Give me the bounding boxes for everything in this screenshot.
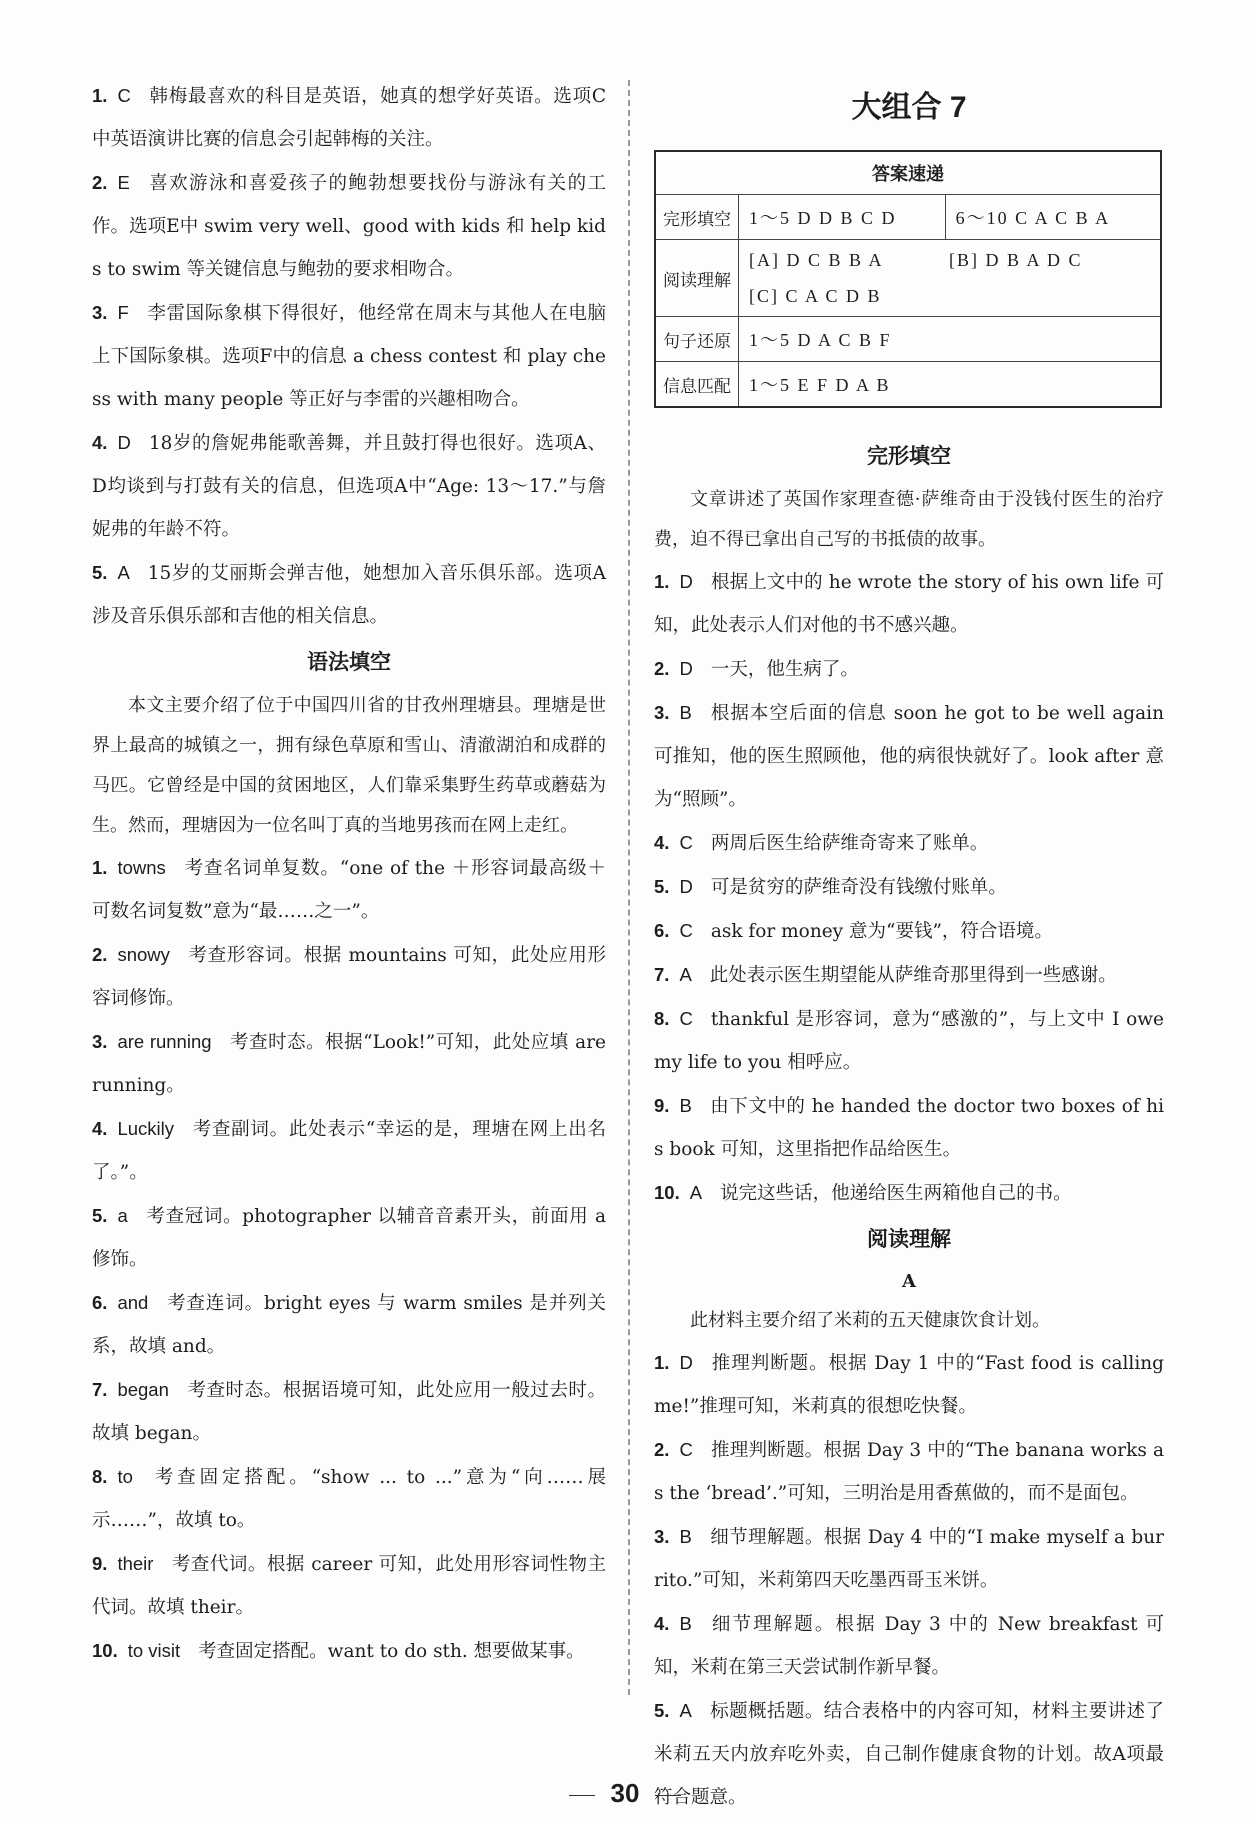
answer-item: 6. and 考查连词。bright eyes 与 warm smiles 是并列关系，故填 and。 bbox=[92, 1292, 606, 1357]
row-label: 信息匹配 bbox=[655, 362, 739, 408]
answer-item: 4. Luckily 考查副词。此处表示“幸运的是，理塘在网上出名了。”。 bbox=[92, 1118, 606, 1183]
row-label: 完形填空 bbox=[655, 195, 739, 240]
cloze-intro: 文章讲述了英国作家理查德·萨维奇由于没钱付医生的治疗费，迫不得已拿出自己写的书抵债的故事。 bbox=[654, 489, 1164, 550]
reading-a-key: [A] D C B B A bbox=[749, 250, 884, 270]
reading-part-label: A bbox=[902, 1271, 916, 1292]
matching-answers bbox=[92, 74, 606, 638]
row-value: 1～5 D D B C D bbox=[739, 195, 946, 240]
reading-intro: 此材料主要介绍了米莉的五天健康饮食计划。 bbox=[690, 1310, 1050, 1331]
grammar-intro: 本文主要介绍了位于中国四川省的甘孜州理塘县。理塘是世界上最高的城镇之一，拥有绿色草原和雪山、清澈湖泊和成群的马匹。它曾经是中国的贫困地区，人们靠采集野生药草或蘑菇为生。然而，理塘因为一位名叫丁真的当地男孩而在网上走红。 bbox=[92, 695, 606, 836]
answer-item: 3. B 细节理解题。根据 Day 4 中的“I make myself a burrito.”可知，米莉第四天吃墨西哥玉米饼。 bbox=[654, 1526, 1164, 1591]
section-title-grammar: 语法填空 bbox=[307, 651, 391, 674]
answer-item: 5. A 标题概括题。结合表格中的内容可知，材料主要讲述了米莉五天内放弃吃外卖，自己制作健康食物的计划。故A项最符合题意。 bbox=[654, 1700, 1164, 1808]
table-row bbox=[655, 240, 1161, 317]
row-value: 6～10 C A C B A bbox=[945, 195, 1161, 240]
table-header: 答案速递 bbox=[655, 151, 1161, 195]
answer-item: 2. D 一天，他生病了。 bbox=[654, 658, 859, 680]
answer-item: 1. D 推理判断题。根据 Day 1 中的“Fast food is calling me!”推理可知，米莉真的很想吃快餐。 bbox=[654, 1352, 1164, 1417]
answer-item: 2. snowy 考查形容词。根据 mountains 可知，此处应用形容词修饰。 bbox=[92, 944, 606, 1009]
answer-item: 3. F 李雷国际象棋下得很好，他经常在周末与其他人在电脑上下国际象棋。选项F中的信息 a chess contest 和 play chess with many people 等正好与李雷的兴趣相吻合。 bbox=[92, 302, 606, 410]
table-row bbox=[655, 362, 1161, 408]
answer-item: 4. B 细节理解题。根据 Day 3 中的 New breakfast 可知，米莉在第三天尝试制作新早餐。 bbox=[654, 1613, 1164, 1678]
right-column bbox=[654, 432, 1164, 1819]
answer-item: 2. E 喜欢游泳和喜爱孩子的鲍勃想要找份与游泳有关的工作。选项E中 swim very well、good with kids 和 help kids to swim 等关键信息与鲍勃的要求相吻合。 bbox=[92, 172, 606, 280]
row-value bbox=[739, 240, 1162, 317]
section-title-cloze: 完形填空 bbox=[867, 445, 951, 468]
answer-item: 4. C 两周后医生给萨维奇寄来了账单。 bbox=[654, 832, 989, 854]
answer-item: 3. are running 考查时态。根据“Look!”可知，此处应填 are running。 bbox=[92, 1031, 607, 1096]
answer-item: 5. D 可是贫穷的萨维奇没有钱缴付账单。 bbox=[654, 876, 1007, 898]
answer-item: 7. A 此处表示医生期望能从萨维奇那里得到一些感谢。 bbox=[654, 964, 1117, 986]
reading-answers bbox=[654, 1341, 1164, 1819]
page-dash-right bbox=[655, 1795, 681, 1796]
row-label: 句子还原 bbox=[655, 317, 739, 362]
answer-summary-table bbox=[654, 150, 1162, 408]
answer-item: 5. a 考查冠词。photographer 以辅音音素开头，前面用 a 修饰。 bbox=[92, 1205, 606, 1270]
answer-item: 1. D 根据上文中的 he wrote the story of his own life 可知，此处表示人们对他的书不感兴趣。 bbox=[654, 571, 1164, 636]
answer-item: 10. A 说完这些话，他递给医生两箱他自己的书。 bbox=[654, 1182, 1072, 1204]
answer-item: 8. to 考查固定搭配。“show ... to ...”意为“向……展示……”，故填 to。 bbox=[92, 1466, 606, 1531]
answer-item: 6. C ask for money 意为“要钱”，符合语境。 bbox=[654, 920, 1053, 942]
answer-item: 7. began 考查时态。根据语境可知，此处应用一般过去时。故填 began。 bbox=[92, 1379, 606, 1444]
answer-item: 1. C 韩梅最喜欢的科目是英语，她真的想学好英语。选项C中英语演讲比赛的信息会引起韩梅的关注。 bbox=[92, 85, 606, 150]
reading-b-key: [B] D B A D C bbox=[949, 250, 1083, 270]
answer-item: 3. B 根据本空后面的信息 soon he got to be well again 可推知，他的医生照顾他，他的病很快就好了。look after 意为“照顾”。 bbox=[654, 702, 1164, 810]
row-value: 1～5 E F D A B bbox=[739, 362, 1162, 408]
answer-item: 5. A 15岁的艾丽斯会弹吉他，她想加入音乐俱乐部。选项A涉及音乐俱乐部和吉他的相关信息。 bbox=[92, 562, 606, 627]
answer-item: 10. to visit 考查固定搭配。want to do sth. 想要做某事。 bbox=[92, 1640, 585, 1662]
row-label: 阅读理解 bbox=[655, 240, 739, 317]
page-dash-left bbox=[569, 1795, 595, 1796]
page-number: 30 bbox=[0, 1778, 1250, 1809]
unit-title: 大组合 7 bbox=[851, 91, 967, 124]
row-value: 1～5 D A C B F bbox=[739, 317, 1162, 362]
table-row bbox=[655, 317, 1161, 362]
cloze-answers bbox=[654, 560, 1164, 1215]
answer-item: 8. C thankful 是形容词，意为“感激的”，与上文中 I owe my life to you 相呼应。 bbox=[654, 1008, 1164, 1073]
answer-item: 2. C 推理判断题。根据 Day 3 中的“The banana works as the ‘bread’.”可知，三明治是用香蕉做的，而不是面包。 bbox=[654, 1439, 1164, 1504]
answer-item: 9. their 考查代词。根据 career 可知，此处用形容词性物主代词。故填 their。 bbox=[92, 1553, 606, 1618]
reading-c-key: [C] C A C D B bbox=[749, 286, 882, 306]
answer-item: 1. towns 考查名词单复数。“one of the ＋形容词最高级＋可数名词复数”意为“最……之一”。 bbox=[92, 857, 606, 922]
answer-item: 4. D 18岁的詹妮弗能歌善舞，并且鼓打得也很好。选项A、D均谈到与打鼓有关的信息，但选项A中“Age: 13～17.”与詹妮弗的年龄不符。 bbox=[92, 432, 606, 540]
left-column bbox=[92, 74, 606, 1673]
grammar-answers bbox=[92, 846, 606, 1673]
table-row bbox=[655, 195, 1161, 240]
column-divider bbox=[628, 80, 630, 1695]
section-title-reading: 阅读理解 bbox=[867, 1228, 951, 1251]
answer-item: 9. B 由下文中的 he handed the doctor two boxes of his book 可知，这里指把作品给医生。 bbox=[654, 1095, 1164, 1160]
